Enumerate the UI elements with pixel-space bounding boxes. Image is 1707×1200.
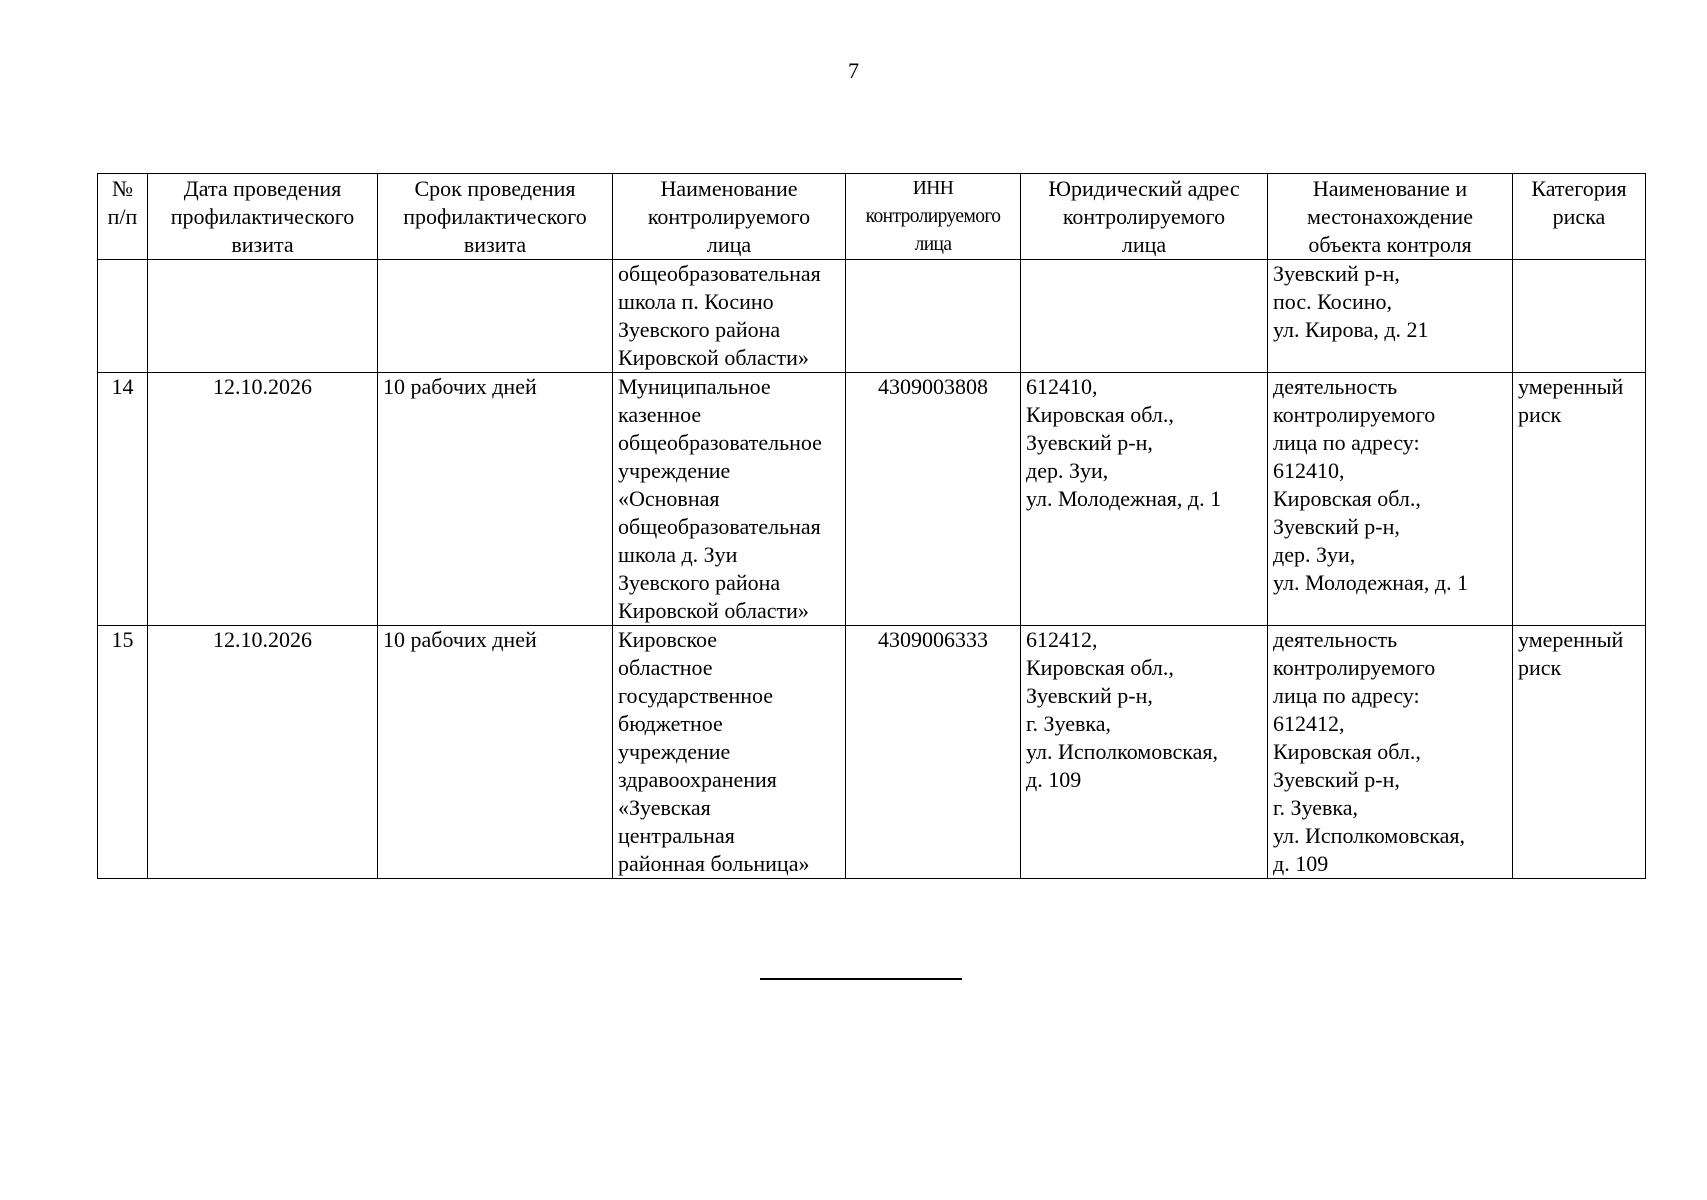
cell-risk-category: умеренный риск bbox=[1513, 373, 1646, 626]
cell-number bbox=[98, 260, 148, 373]
page-number: 7 bbox=[848, 58, 859, 83]
cell-object: деятельность контролируемого лица по адресу: 612410, Кировская обл., Зуевский р-н, дер. Зуи, ул. Молодежная, д. 1 bbox=[1268, 373, 1513, 626]
cell-object: деятельность контролируемого лица по адресу: 612412, Кировская обл., Зуевский р-н, г. Зуевка, ул. Исполкомовская, д. 109 bbox=[1268, 626, 1513, 879]
header-legal-address: Юридический адрес контролируемого лица bbox=[1021, 174, 1268, 260]
cell-risk-category: умеренный риск bbox=[1513, 626, 1646, 879]
cell-number: 15 bbox=[98, 626, 148, 879]
header-number: № п/п bbox=[98, 174, 148, 260]
cell-visit-date bbox=[148, 260, 378, 373]
cell-entity-name: общеобразовательная школа п. Косино Зуевского района Кировской области» bbox=[613, 260, 846, 373]
cell-visit-term: 10 рабочих дней bbox=[378, 626, 613, 879]
header-visit-term: Срок проведения профилактического визита bbox=[378, 174, 613, 260]
cell-risk-category bbox=[1513, 260, 1646, 373]
cell-legal-address: 612410, Кировская обл., Зуевский р-н, дер. Зуи, ул. Молодежная, д. 1 bbox=[1021, 373, 1268, 626]
table-header-row bbox=[98, 174, 1646, 260]
cell-visit-date: 12.10.2026 bbox=[148, 373, 378, 626]
cell-visit-term bbox=[378, 260, 613, 373]
inspection-schedule-table bbox=[97, 173, 1646, 879]
cell-entity-name: Муниципальное казенное общеобразовательное учреждение «Основная общеобразовательная школа д. Зуи Зуевского района Кировской области» bbox=[613, 373, 846, 626]
cell-visit-date: 12.10.2026 bbox=[148, 626, 378, 879]
cell-number: 14 bbox=[98, 373, 148, 626]
cell-visit-term: 10 рабочих дней bbox=[378, 373, 613, 626]
cell-inn bbox=[846, 260, 1021, 373]
cell-legal-address bbox=[1021, 260, 1268, 373]
header-visit-date: Дата проведения профилактического визита bbox=[148, 174, 378, 260]
end-of-document-rule bbox=[760, 978, 962, 980]
table-row bbox=[98, 626, 1646, 879]
cell-inn: 4309003808 bbox=[846, 373, 1021, 626]
cell-legal-address: 612412, Кировская обл., Зуевский р-н, г. Зуевка, ул. Исполкомовская, д. 109 bbox=[1021, 626, 1268, 879]
header-inn: ИНН контролируемого лица bbox=[846, 174, 1021, 260]
cell-inn: 4309006333 bbox=[846, 626, 1021, 879]
table-row bbox=[98, 260, 1646, 373]
cell-object: Зуевский р-н, пос. Косино, ул. Кирова, д. 21 bbox=[1268, 260, 1513, 373]
header-entity-name: Наименование контролируемого лица bbox=[613, 174, 846, 260]
cell-entity-name: Кировское областное государственное бюджетное учреждение здравоохранения «Зуевская центральная районная больница» bbox=[613, 626, 846, 879]
header-risk-category: Категория риска bbox=[1513, 174, 1646, 260]
header-object: Наименование и местонахождение объекта контроля bbox=[1268, 174, 1513, 260]
table-row bbox=[98, 373, 1646, 626]
